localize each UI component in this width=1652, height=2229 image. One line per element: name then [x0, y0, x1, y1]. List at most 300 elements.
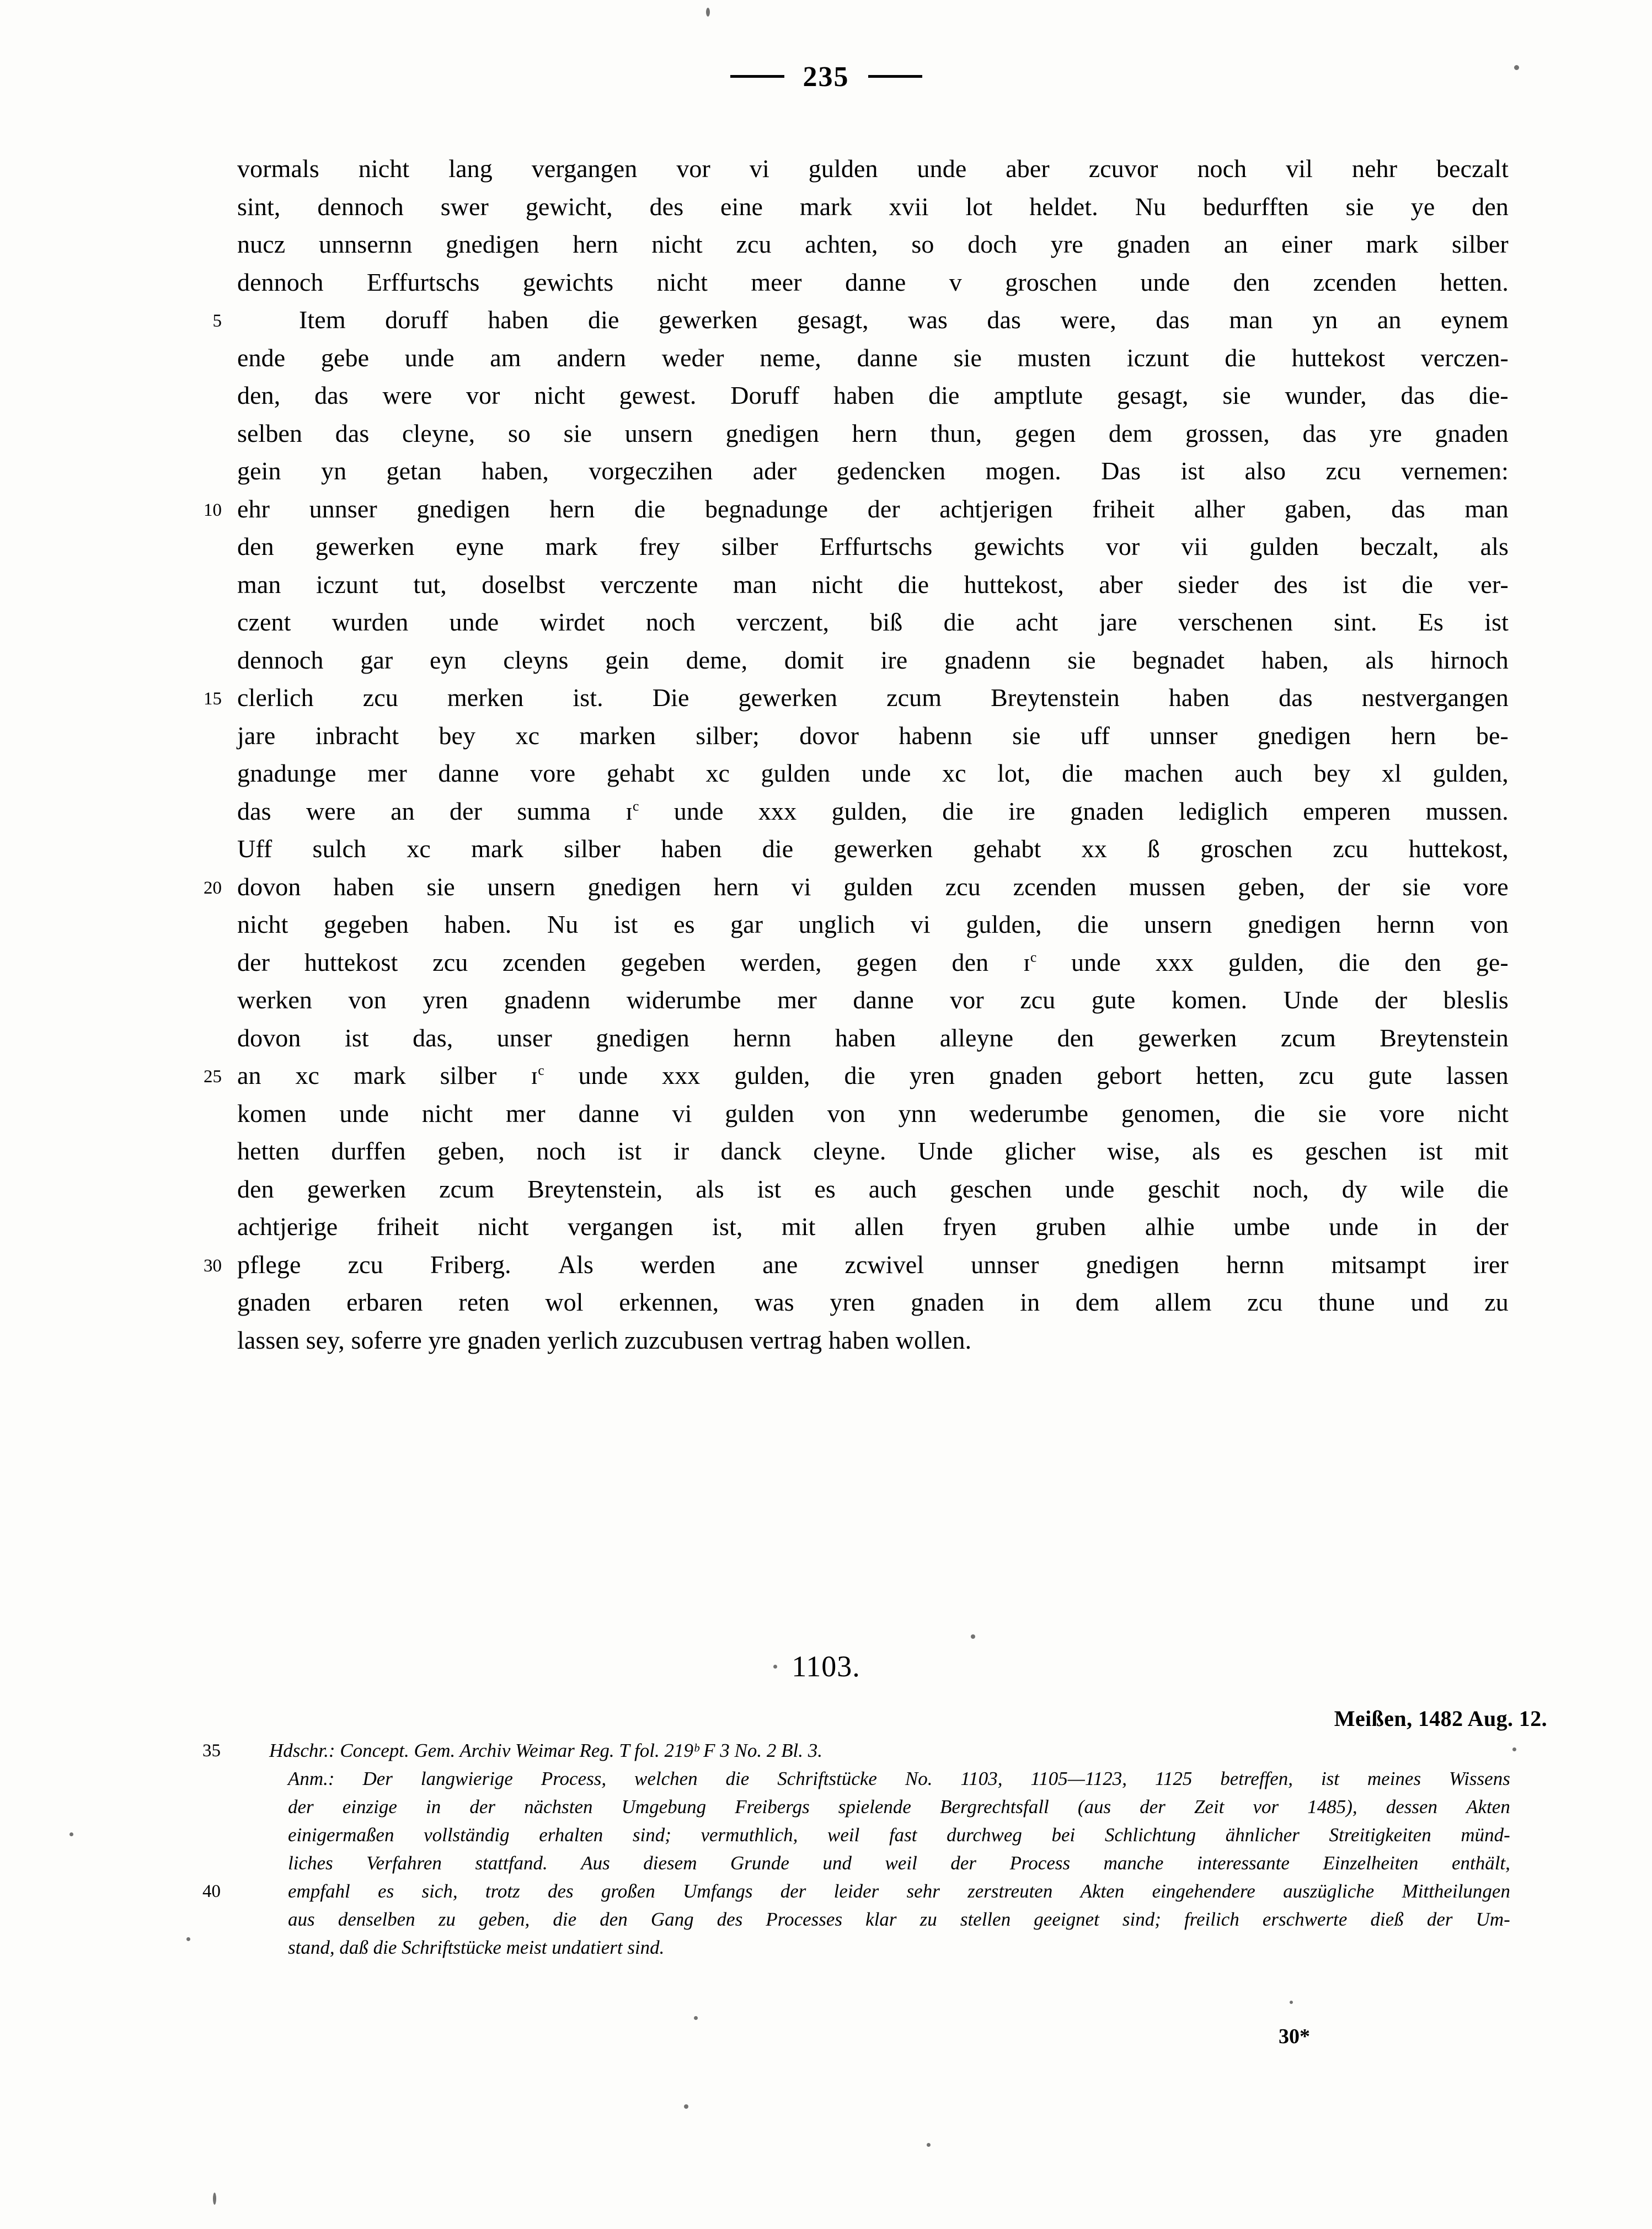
text-word: nicht	[421, 1099, 473, 1127]
text-word: unde	[449, 608, 499, 636]
text-word: gnaden	[1435, 419, 1509, 447]
line-number: 20	[204, 878, 222, 898]
text-line-content	[237, 339, 1509, 377]
text-word: allem	[1154, 1288, 1212, 1316]
text-word: am	[490, 343, 521, 372]
text-line-content	[237, 906, 1509, 944]
text-word: gnedigen	[1257, 721, 1351, 750]
text-word: xc	[515, 721, 540, 750]
text-word: von	[1470, 910, 1509, 938]
text-word: Unde	[917, 1137, 973, 1165]
text-word: sie	[1222, 381, 1251, 409]
text-word: sie	[1012, 721, 1041, 750]
text-word: andern	[557, 343, 627, 372]
text-word: gulden,	[966, 910, 1042, 938]
apparatus-line	[269, 1793, 1510, 1821]
text-word: langwierige	[420, 1768, 513, 1789]
text-word: habenn	[899, 721, 972, 750]
text-word: gebe	[320, 343, 370, 372]
text-word: domit	[784, 645, 844, 674]
text-line	[237, 830, 1509, 868]
text-word: haben	[833, 381, 895, 409]
text-line-content	[237, 1284, 1509, 1322]
text-word: ß	[1147, 835, 1161, 863]
text-word: acht	[1015, 608, 1058, 636]
text-word: weil	[827, 1824, 860, 1846]
text-word: glicher	[1004, 1137, 1076, 1165]
text-word: hetten.	[1440, 268, 1509, 296]
text-word: achtjerige	[237, 1212, 338, 1241]
text-word: den	[951, 948, 989, 976]
text-word: unsern	[624, 419, 693, 447]
text-word: hernn	[733, 1023, 792, 1052]
text-word: gnedigen	[1086, 1250, 1180, 1279]
text-line	[204, 868, 1509, 906]
text-word: ähnlicher	[1225, 1824, 1300, 1846]
text-word: interessante	[1197, 1852, 1290, 1874]
text-word: der	[450, 797, 483, 825]
text-word: sie	[426, 872, 455, 901]
text-word: Uff	[237, 835, 272, 863]
text-word: den	[1404, 948, 1441, 976]
apparatus-line-content: Hdschr.: Concept. Gem. Archiv Weimar Reg. T fol. 219ᵇ F 3 No. 2 Bl. 3.	[269, 1740, 822, 1761]
text-word: gnedigen	[725, 419, 820, 447]
text-word: zu	[919, 1909, 937, 1930]
text-word: hirnoch	[1430, 645, 1509, 674]
text-line-content: lassen sey, soferre yre gnaden yerlich zuzcubusen vertrag haben wollen.	[237, 1325, 972, 1354]
head-rule-right	[868, 75, 922, 78]
text-word: was	[754, 1288, 794, 1316]
text-word: yn	[1312, 306, 1338, 334]
scan-speck	[684, 2104, 688, 2109]
text-word: in	[425, 1796, 441, 1818]
text-line	[237, 793, 1509, 831]
text-word: einzige	[342, 1796, 397, 1818]
text-word: sieder	[1178, 570, 1239, 598]
text-word: die	[928, 381, 960, 409]
text-word: umbe	[1233, 1212, 1290, 1241]
scan-speck	[927, 2143, 931, 2147]
text-line	[237, 226, 1509, 264]
text-word: vor	[1105, 532, 1140, 560]
text-word: cleyne.	[813, 1137, 886, 1165]
text-line	[237, 264, 1509, 302]
text-word: sie	[1345, 192, 1374, 221]
text-word: gewicht,	[525, 192, 613, 221]
text-word: 1125	[1154, 1768, 1193, 1789]
text-word: Die	[652, 683, 689, 712]
text-word: marken	[579, 721, 656, 750]
text-word: Schriftstücke	[777, 1768, 877, 1789]
text-word: es	[673, 910, 695, 938]
text-word: huttekost,	[964, 570, 1064, 598]
line-number: 15	[204, 689, 222, 709]
text-word: unde	[1071, 948, 1121, 976]
text-word: gnedigen	[416, 494, 510, 523]
text-word: frey	[639, 532, 680, 560]
text-word: geschit	[1147, 1174, 1220, 1203]
text-word: xc	[942, 759, 966, 787]
text-word: zcu	[736, 230, 772, 258]
text-word: getan	[386, 457, 442, 485]
text-word: xl	[1381, 759, 1402, 787]
text-word: vore	[1463, 872, 1509, 901]
text-word: gnedigen	[446, 230, 539, 258]
text-word: das	[987, 306, 1022, 334]
text-word: groschen	[1005, 268, 1098, 296]
text-word: gute	[1368, 1061, 1413, 1089]
text-word: ist	[757, 1174, 782, 1203]
text-word: den	[1233, 268, 1270, 296]
text-word: unde	[861, 759, 911, 787]
text-word: auszügliche	[1283, 1880, 1375, 1902]
text-word: gulden,	[831, 797, 907, 825]
apparatus-line-content	[269, 1849, 1510, 1877]
scan-speck	[213, 2193, 216, 2205]
text-word: enthält,	[1451, 1852, 1510, 1874]
text-line	[237, 1132, 1509, 1170]
scan-speck	[1290, 2001, 1293, 2004]
text-word: unglich	[798, 910, 875, 938]
text-word: Freibergs	[735, 1796, 810, 1818]
scan-speck	[694, 2016, 698, 2020]
text-word: ane	[762, 1250, 798, 1279]
text-word: hern	[852, 419, 897, 447]
line-number: 5	[212, 311, 222, 331]
text-line	[237, 717, 1509, 755]
text-word: aus	[288, 1909, 315, 1930]
superscript-numeral: c	[633, 798, 639, 814]
text-word: xvii	[889, 192, 929, 221]
text-word: erbaren	[346, 1288, 423, 1316]
text-word: dy	[1341, 1174, 1367, 1203]
text-word: danne	[438, 759, 499, 787]
text-word: manche	[1103, 1852, 1164, 1874]
text-word: durchweg	[947, 1824, 1022, 1846]
text-line-content	[237, 1246, 1509, 1284]
text-word: huttekost	[304, 948, 398, 976]
text-word: were	[382, 381, 432, 409]
text-word: ɪ$^c$	[531, 1061, 544, 1089]
text-word: dennoch	[237, 268, 324, 296]
text-line	[237, 642, 1509, 680]
text-word: ist	[1180, 457, 1205, 485]
text-word: doruff	[385, 306, 448, 334]
apparatus-line-content	[269, 1793, 1510, 1821]
text-word: gruben	[1035, 1212, 1106, 1241]
text-word: gar	[730, 910, 763, 938]
text-word: deme,	[686, 645, 748, 674]
text-word: einigermaßen	[288, 1824, 394, 1846]
text-word: xc	[705, 759, 730, 787]
text-word: unnser	[309, 494, 377, 523]
text-word: thun,	[930, 419, 982, 447]
text-word: vi	[910, 910, 931, 938]
text-word: das	[1302, 419, 1337, 447]
text-word: unde	[1329, 1212, 1379, 1241]
text-word: die	[1338, 948, 1370, 976]
text-word: vi	[672, 1099, 692, 1127]
text-word: zcu	[432, 948, 468, 976]
text-line-content	[237, 717, 1509, 755]
text-word: alleyne	[939, 1023, 1014, 1052]
text-word: unnser	[971, 1250, 1039, 1279]
text-word: vi	[791, 872, 811, 901]
text-line-content	[237, 150, 1509, 188]
line-number: 30	[204, 1255, 222, 1276]
text-word: bedurfften	[1202, 192, 1309, 221]
text-word: die	[1225, 343, 1256, 372]
text-word: denselben	[338, 1909, 415, 1930]
text-line-content	[237, 755, 1509, 793]
apparatus-line	[269, 1933, 1510, 1961]
text-word: gaben,	[1284, 494, 1352, 523]
text-word: yren	[830, 1288, 875, 1316]
text-word: gewerken	[833, 835, 933, 863]
text-word: hern	[573, 230, 618, 258]
text-word: ist,	[712, 1212, 743, 1241]
text-word: 1105—1123,	[1030, 1768, 1127, 1789]
text-word: Breytenstein	[1380, 1023, 1509, 1052]
text-word: gegen	[1014, 419, 1076, 447]
text-word: ynn	[898, 1099, 937, 1127]
text-word: aber	[1006, 154, 1050, 183]
text-word: an	[237, 1061, 261, 1089]
text-word: verczente	[600, 570, 698, 598]
text-line-content	[237, 1208, 1509, 1246]
text-word: hern	[1391, 721, 1436, 750]
text-word: nicht	[656, 268, 708, 296]
document-number: 1103.	[792, 1650, 860, 1683]
text-word: mogen.	[985, 457, 1061, 485]
text-word: achtjerigen	[939, 494, 1053, 523]
text-word: ist	[1484, 608, 1509, 636]
text-word: nucz	[237, 230, 286, 258]
text-word: erhalten	[539, 1824, 603, 1846]
text-word: haben	[488, 306, 549, 334]
text-line	[237, 339, 1509, 377]
text-word: lot	[965, 192, 993, 221]
text-word: man	[1464, 494, 1509, 523]
apparatus-line	[269, 1821, 1510, 1849]
text-word: geschen	[1305, 1137, 1387, 1165]
text-word: den	[237, 532, 274, 560]
text-word: iczunt	[1126, 343, 1189, 372]
critical-apparatus	[202, 1736, 1510, 1961]
text-word: gegeben	[621, 948, 706, 976]
text-word: gedencken	[836, 457, 946, 485]
text-word: xxx	[662, 1061, 701, 1089]
text-word: und	[822, 1852, 852, 1874]
text-word: meines	[1367, 1768, 1421, 1789]
text-word: das	[335, 419, 370, 447]
text-word: an	[1377, 306, 1402, 334]
text-word: die	[725, 1768, 750, 1789]
text-word: man	[1229, 306, 1273, 334]
text-line-content	[237, 1057, 1509, 1095]
text-word: dem	[1108, 419, 1153, 447]
text-word: sie	[1318, 1099, 1346, 1127]
text-word: man	[733, 570, 777, 598]
text-word: mark	[1366, 230, 1419, 258]
text-word: heldet.	[1029, 192, 1098, 221]
text-word: erkennen,	[619, 1288, 719, 1316]
text-word: gewichts	[522, 268, 614, 296]
text-word: an	[1223, 230, 1248, 258]
text-word: gewest.	[619, 381, 697, 409]
text-word: Es	[1418, 608, 1444, 636]
text-word: hern	[713, 872, 759, 901]
text-word: hern	[549, 494, 595, 523]
text-line	[237, 452, 1509, 490]
text-word: xc	[295, 1061, 320, 1089]
text-word: Aus	[581, 1852, 610, 1874]
text-line	[237, 1208, 1509, 1246]
text-word: gnaden	[237, 1288, 311, 1316]
text-word: summa	[517, 797, 591, 825]
text-word: Erffurtschs	[819, 532, 933, 560]
text-word: 1485),	[1307, 1796, 1357, 1818]
text-word: zcum	[886, 683, 942, 712]
text-word: haben	[1168, 683, 1230, 712]
text-word: lot,	[997, 759, 1031, 787]
text-word: auch	[868, 1174, 917, 1203]
text-line-content	[237, 490, 1509, 528]
text-word: gnedigen	[596, 1023, 689, 1052]
scan-speck	[706, 8, 710, 17]
text-word: nicht	[651, 230, 703, 258]
text-word: als	[1480, 532, 1509, 560]
head-rule-left	[730, 75, 784, 78]
text-word: unnsernn	[318, 230, 413, 258]
text-word: ir	[673, 1137, 689, 1165]
text-word: den	[1472, 192, 1509, 221]
text-word: Unde	[1283, 986, 1339, 1014]
text-word: und	[1410, 1288, 1449, 1316]
text-word: silber	[564, 835, 621, 863]
text-line	[237, 415, 1509, 453]
text-word: gewerken	[738, 683, 838, 712]
text-word: dovon	[237, 1023, 301, 1052]
text-word: Item	[299, 306, 346, 334]
text-word: mer	[506, 1099, 546, 1127]
text-line-content	[237, 981, 1509, 1019]
text-word: diesem	[643, 1852, 697, 1874]
apparatus-line	[202, 1736, 1510, 1765]
line-number: 25	[204, 1067, 222, 1087]
text-word: gnadenn	[944, 645, 1031, 674]
text-word: nächsten	[524, 1796, 593, 1818]
text-word: yren	[909, 1061, 955, 1089]
text-word: vormals	[237, 154, 319, 183]
text-word: es	[1252, 1137, 1274, 1165]
text-word: unsern	[487, 872, 555, 901]
apparatus-line	[269, 1905, 1510, 1933]
text-word: leider	[833, 1880, 879, 1902]
text-word: zcenden	[1313, 268, 1397, 296]
text-word: man	[237, 570, 281, 598]
text-line-content	[237, 793, 1509, 831]
text-word: Friberg.	[430, 1250, 511, 1279]
text-word: zu	[1484, 1288, 1509, 1316]
text-word: fryen	[943, 1212, 997, 1241]
text-word: vil	[1286, 154, 1313, 183]
text-word: des	[717, 1909, 743, 1930]
text-word: zcu	[362, 683, 398, 712]
text-word: unsern	[1144, 910, 1212, 938]
text-word: werden,	[740, 948, 822, 976]
text-word: eingehendere	[1152, 1880, 1255, 1902]
text-word: clerlich	[237, 683, 314, 712]
text-word: 1103,	[960, 1768, 1003, 1789]
text-word: wunder,	[1285, 381, 1367, 409]
text-word: amptlute	[993, 381, 1083, 409]
text-word: vergangen	[568, 1212, 673, 1241]
text-word: mit	[781, 1212, 816, 1241]
text-word: sulch	[312, 835, 367, 863]
text-word: klar	[865, 1909, 897, 1930]
text-line-content	[237, 1170, 1509, 1209]
text-word: die	[897, 570, 929, 598]
text-word: Zeit	[1194, 1796, 1225, 1818]
text-word: mer	[777, 986, 817, 1014]
text-word: haben	[661, 835, 722, 863]
running-head	[0, 61, 1652, 93]
text-word: verczent,	[736, 608, 830, 636]
text-word: danne	[857, 343, 918, 372]
text-word: der	[288, 1796, 314, 1818]
text-word: die	[844, 1061, 875, 1089]
text-word: den,	[237, 381, 281, 409]
text-word: gnaden	[1116, 230, 1191, 258]
text-word: mit	[1474, 1137, 1509, 1165]
text-word: gnedigen	[587, 872, 681, 901]
text-word: neme,	[760, 343, 821, 372]
superscript-numeral: c	[538, 1062, 544, 1078]
text-word: zu	[438, 1909, 456, 1930]
text-word: noch	[536, 1137, 586, 1165]
text-word: dem	[1075, 1288, 1120, 1316]
text-word: also	[1244, 457, 1286, 485]
text-word: huttekost	[1291, 343, 1386, 372]
text-word: ire	[1008, 797, 1035, 825]
text-word: mitsampt	[1331, 1250, 1426, 1279]
text-word: wile	[1400, 1174, 1445, 1203]
text-word: vore	[530, 759, 576, 787]
text-word: die	[1477, 1174, 1509, 1203]
text-line-content	[237, 679, 1509, 717]
text-word: hetten,	[1196, 1061, 1265, 1089]
text-word: Mittheilungen	[1402, 1880, 1510, 1902]
text-word: die	[942, 797, 974, 825]
text-word: Umgebung	[621, 1796, 707, 1818]
text-word: silber	[440, 1061, 497, 1089]
text-word: sehr	[906, 1880, 940, 1902]
text-word: zcum	[439, 1174, 495, 1203]
text-word: mer	[367, 759, 407, 787]
text-word: die	[1062, 759, 1093, 787]
text-line	[237, 906, 1509, 944]
text-word: huttekost,	[1408, 835, 1509, 863]
text-word: wirdet	[539, 608, 605, 636]
text-word: vorgeczihen	[589, 457, 713, 485]
text-word: unde	[673, 797, 724, 825]
apparatus-line-content	[269, 1765, 1510, 1793]
text-word: auch	[1234, 759, 1283, 787]
text-word: wederumbe	[969, 1099, 1089, 1127]
text-word: gewerken	[658, 306, 758, 334]
text-word: in	[1020, 1288, 1040, 1316]
